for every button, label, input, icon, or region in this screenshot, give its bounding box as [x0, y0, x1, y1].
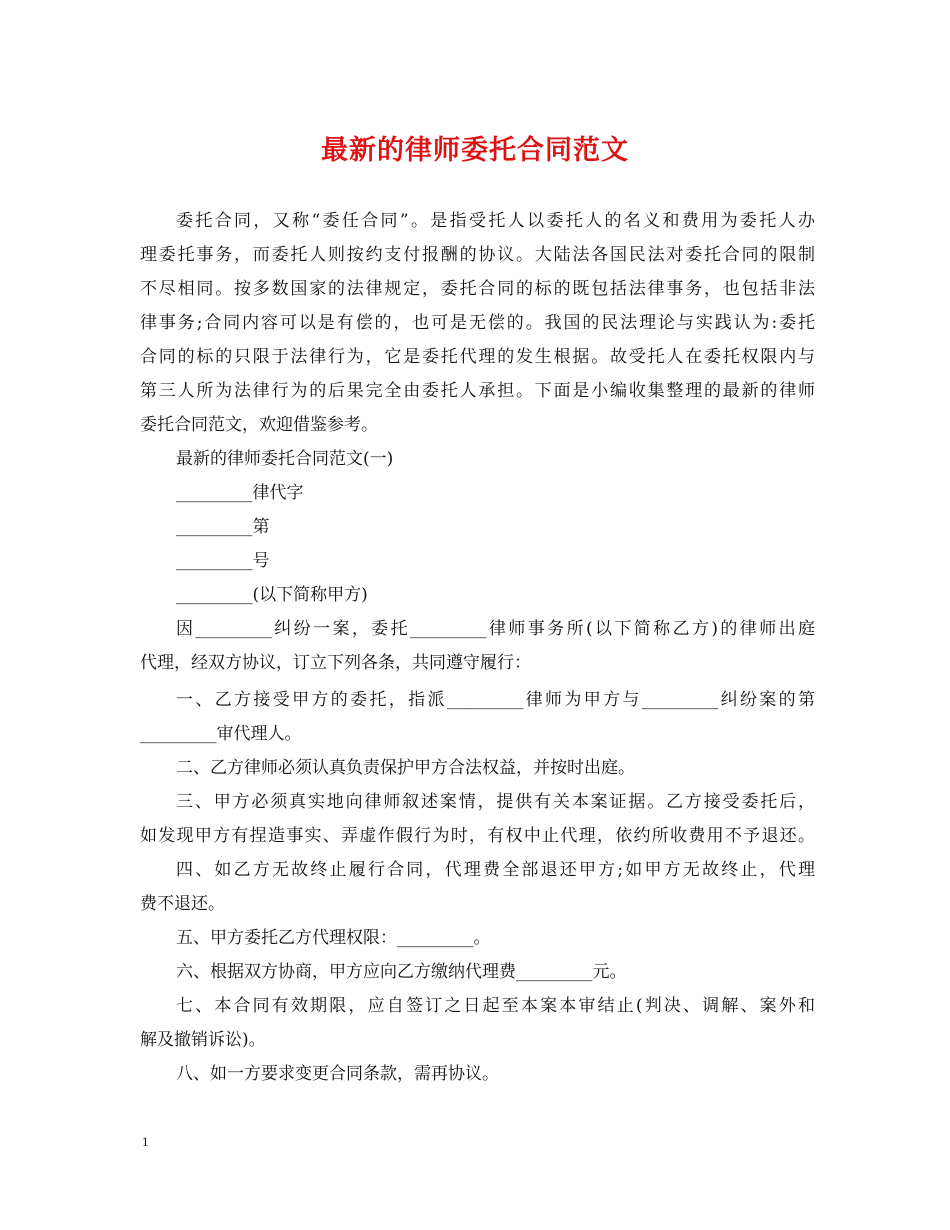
paragraph-line: 律事务;合同内容可以是有偿的，也可是无偿的。我国的民法理论与实践认为:委托: [140, 313, 815, 333]
blank-field-line: _________律代字: [176, 483, 304, 503]
paragraph-line: 委托合同范文，欢迎借鉴参考。: [140, 415, 378, 435]
clause-line: 三、甲方必须真实地向律师叙述案情，提供有关本案证据。乙方接受委托后，: [176, 792, 815, 812]
section-heading: 最新的律师委托合同范文(一): [176, 449, 394, 469]
blank-field-line: _________(以下简称甲方): [176, 585, 368, 605]
document-body: [140, 204, 815, 1091]
clause-line: 二、乙方律师必须认真负责保护甲方合法权益，并按时出庭。: [176, 758, 635, 778]
clause-line: 解及撤销诉讼)。: [140, 1030, 266, 1050]
clause-line: 八、如一方要求变更合同条款，需再协议。: [176, 1064, 499, 1084]
page-number: 1: [142, 1134, 149, 1149]
clause-line: _________审代理人。: [140, 724, 302, 744]
blank-field-line: _________号: [176, 551, 270, 571]
clause-line: 费不退还。: [140, 894, 225, 914]
clause-line: 五、甲方委托乙方代理权限：_________。: [176, 928, 491, 948]
paragraph-line: 因_________纠纷一案，委托_________律师事务所(以下简称乙方)的律师出庭: [176, 619, 815, 639]
clause-line: 四、如乙方无故终止履行合同，代理费全部退还甲方;如甲方无故终止，代理: [176, 860, 815, 880]
clause-line: 一、乙方接受甲方的委托，指派_________律师为甲方与_________纠纷案的第: [176, 690, 815, 710]
paragraph-line: 代理，经双方协议，订立下列各条，共同遵守履行：: [140, 653, 531, 673]
clause-line: 七、本合同有效期限，应自签订之日起至本案本审结止(判决、调解、案外和: [176, 996, 815, 1016]
paragraph-line: 委托合同，又称“委任合同”。是指受托人以委托人的名义和费用为委托人办: [176, 211, 815, 231]
paragraph-line: 不尽相同。按多数国家的法律规定，委托合同的标的既包括法律事务，也包括非法: [140, 279, 815, 299]
paragraph-line: 理委托事务，而委托人则按约支付报酬的协议。大陆法各国民法对委托合同的限制: [140, 245, 815, 265]
paragraph-line: 第三人所为法律行为的后果完全由委托人承担。下面是小编收集整理的最新的律师: [140, 381, 815, 401]
clause-line: 如发现甲方有捏造事实、弄虚作假行为时，有权中止代理，依约所收费用不予退还。: [140, 826, 815, 846]
blank-field-line: _________第: [176, 517, 270, 537]
document-title: 最新的律师委托合同范文: [321, 135, 629, 166]
clause-line: 六、根据双方协商，甲方应向乙方缴纳代理费_________元。: [176, 962, 627, 982]
paragraph-line: 合同的标的只限于法律行为，它是委托代理的发生根据。故受托人在委托权限内与: [140, 347, 815, 367]
